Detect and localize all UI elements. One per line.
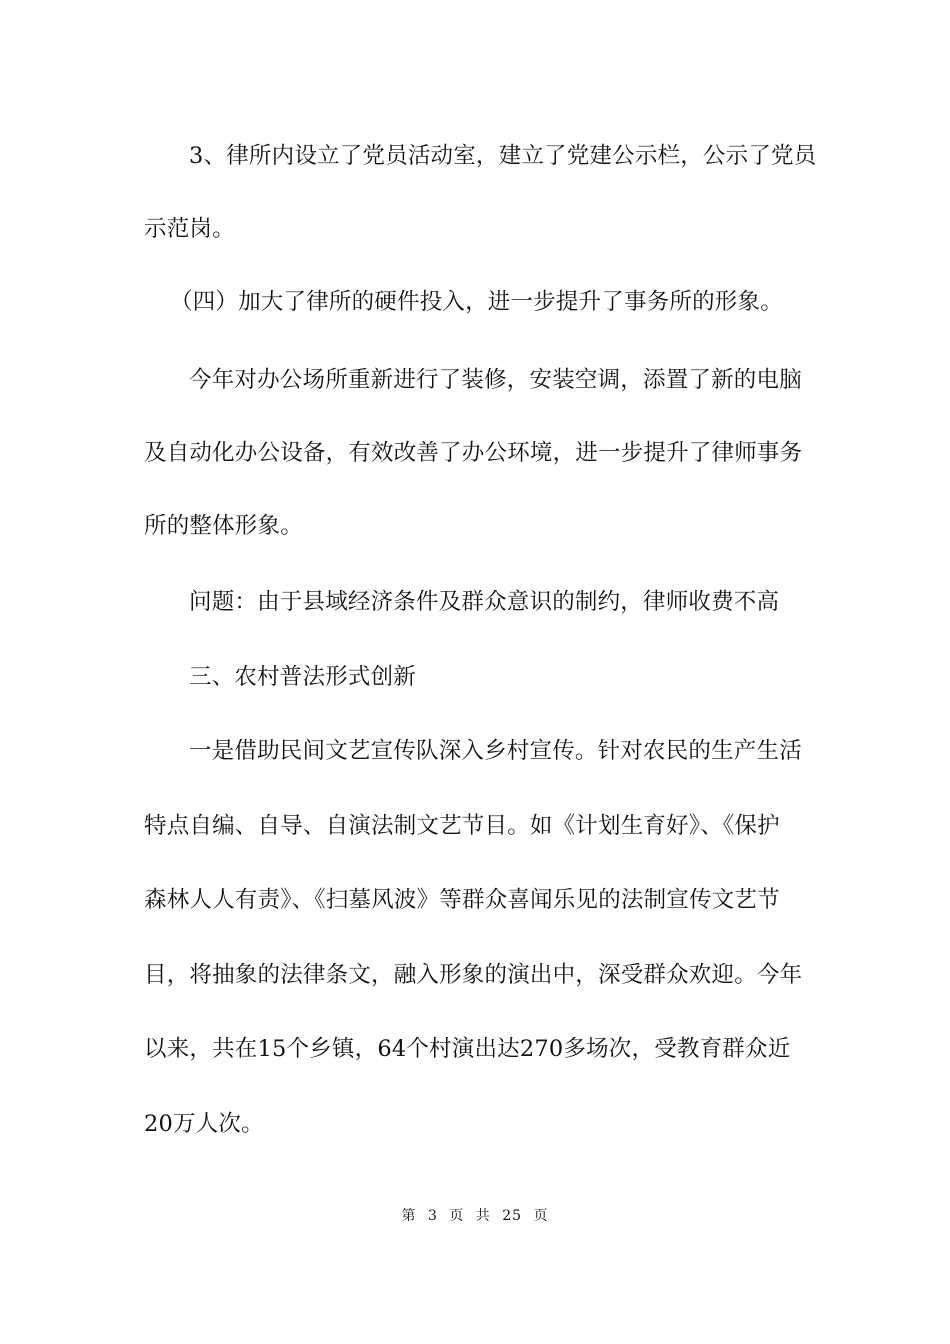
paragraph-line: 所的整体形象。: [144, 513, 303, 539]
paragraph-line: 及自动化办公设备，有效改善了办公环境，进一步提升了律师事务: [144, 440, 803, 466]
paragraph-line: 特点自编、自导、自演法制文艺节目。如《计划生育好》、《保护: [144, 813, 780, 839]
paragraph-line: 3、律所内设立了党员活动室，建立了党建公示栏，公示了党员: [189, 143, 817, 169]
paragraph-line: 今年对办公场所重新进行了装修，安装空调，添置了新的电脑: [189, 367, 802, 393]
paragraph-line: 森林人人有责》、《扫墓风波》等群众喜闻乐见的法制宣传文艺节: [144, 887, 780, 913]
paragraph-line: 一是借助民间文艺宣传队深入乡村宣传。针对农民的生产生活: [189, 738, 802, 764]
footer-page-word: 页: [449, 1208, 465, 1224]
current-page-number: 3: [427, 1208, 438, 1224]
section-heading: （四）加大了律所的硬件投入，进一步提升了事务所的形象。: [170, 289, 783, 315]
total-pages-number: 25: [502, 1208, 523, 1224]
paragraph-line: 问题：由于县域经济条件及群众意识的制约，律师收费不高: [189, 589, 780, 615]
footer-total-word: 共: [475, 1208, 491, 1224]
section-heading: 三、农村普法形式创新: [189, 664, 417, 690]
footer-prefix: 第: [401, 1208, 417, 1224]
footer-suffix: 页: [533, 1208, 549, 1224]
paragraph-line: 目，将抽象的法律条文，融入形象的演出中，深受群众欢迎。今年: [144, 962, 803, 988]
paragraph-line: 示范岗。: [144, 216, 235, 242]
page-footer: [0, 1207, 950, 1225]
paragraph-line: 以来，共在15个乡镇，64个村演出达270多场次，受教育群众近: [144, 1036, 791, 1062]
paragraph-line: 20万人次。: [144, 1111, 264, 1137]
